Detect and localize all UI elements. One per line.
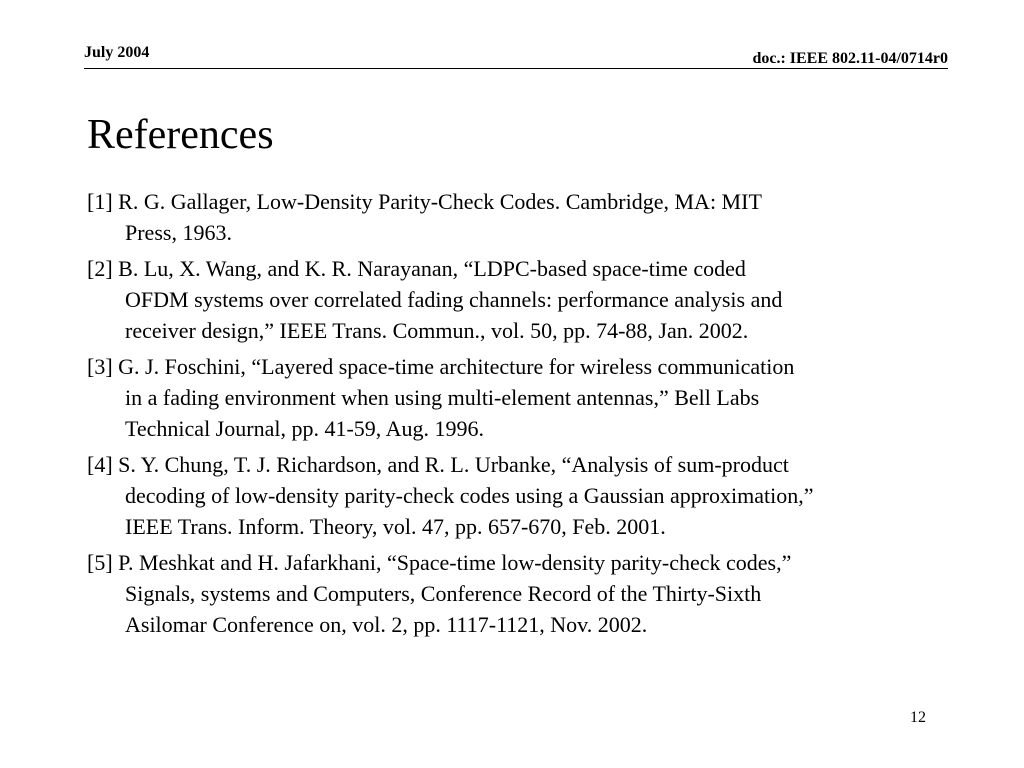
reference-item-2 [87, 253, 947, 346]
reference-line: [1] R. G. Gallager, Low-Density Parity-Check Codes. Cambridge, MA: MIT [87, 189, 762, 214]
page-title: References [87, 112, 274, 158]
header-date: July 2004 [84, 44, 150, 61]
reference-line: Press, 1963. [125, 220, 232, 245]
reference-line: in a fading environment when using multi-element antennas,” Bell Labs [125, 385, 760, 410]
reference-line: [2] B. Lu, X. Wang, and K. R. Narayanan, “LDPC-based space-time coded [87, 256, 746, 281]
reference-line: Technical Journal, pp. 41-59, Aug. 1996. [125, 416, 484, 441]
header-doc-id: doc.: IEEE 802.11-04/0714r0 [752, 50, 948, 67]
page-number: 12 [910, 709, 926, 726]
reference-line: Asilomar Conference on, vol. 2, pp. 1117-1121, Nov. 2002. [125, 612, 648, 637]
reference-line: [3] G. J. Foschini, “Layered space-time architecture for wireless communication [87, 354, 795, 379]
reference-item-5 [87, 547, 947, 640]
reference-line: decoding of low-density parity-check codes using a Gaussian approximation,” [125, 483, 814, 508]
reference-line: OFDM systems over correlated fading channels: performance analysis and [125, 287, 783, 312]
reference-line: Signals, systems and Computers, Conference Record of the Thirty-Sixth [125, 581, 762, 606]
reference-list [87, 186, 947, 645]
header-divider [84, 68, 948, 69]
reference-line: IEEE Trans. Inform. Theory, vol. 47, pp. 657-670, Feb. 2001. [125, 514, 666, 539]
reference-line: receiver design,” IEEE Trans. Commun., vol. 50, pp. 74-88, Jan. 2002. [125, 318, 749, 343]
reference-item-1 [87, 186, 947, 248]
reference-line: [4] S. Y. Chung, T. J. Richardson, and R. L. Urbanke, “Analysis of sum-product [87, 452, 789, 477]
reference-item-4 [87, 449, 947, 542]
reference-line: [5] P. Meshkat and H. Jafarkhani, “Space-time low-density parity-check codes,” [87, 550, 792, 575]
reference-item-3 [87, 351, 947, 444]
